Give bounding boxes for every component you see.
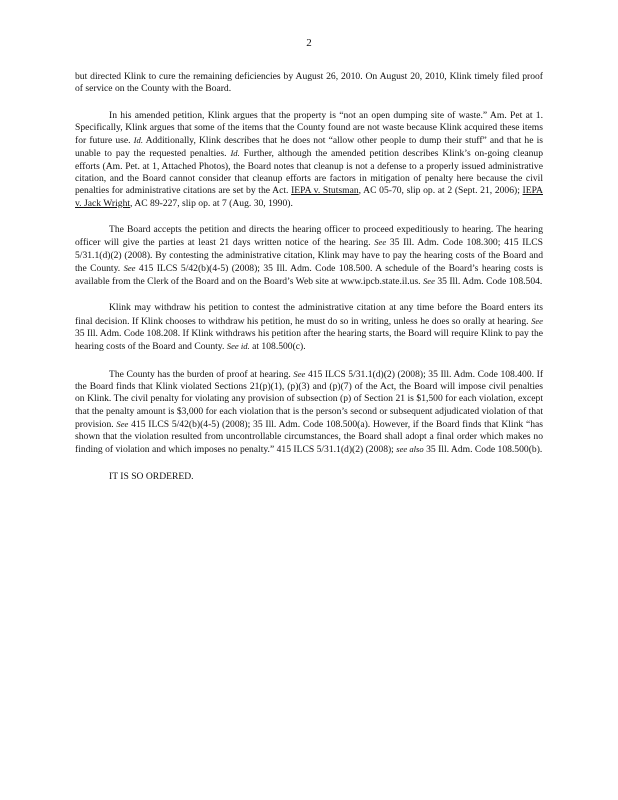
text-run: Klink may withdraw his petition to contest the administrative citation at any time before the Board enters its final decision. If Klink chooses to withdraw his petition, he must do so in writing, unless he does so orally at hearing. bbox=[75, 302, 543, 327]
text-run: Further, although the amended petition describes Klink’s on-going cleanup efforts (Am. Pet. at 1, Attached Photos), the Board notes that cleanup is not a defense to a properly issued administrative citation, and the Board cannot consider that cleanup efforts are factors in mitigation of penalty here because the civil penalties for administrative citations are set by the Act. bbox=[75, 148, 543, 197]
paragraph-1 bbox=[75, 71, 543, 96]
text-run: 35 Ill. Adm. Code 108.300; 415 ILCS 5/31.1(d)(2) (2008). By contesting the administrative citation, Klink may have to pay the hearing costs of the Board and the County. bbox=[75, 237, 543, 274]
citation-signal: See id. bbox=[226, 341, 250, 352]
citation-signal: See bbox=[116, 418, 129, 429]
paragraph-4 bbox=[75, 302, 543, 353]
paragraph-5 bbox=[75, 368, 543, 457]
text-run: The Board accepts the petition and directs the hearing officer to proceed expeditiously to hearing. The hearing officer will give the parties at least 21 days written notice of the hearing. bbox=[75, 223, 543, 249]
text-run: at 108.500(c). bbox=[249, 341, 306, 353]
paragraph-3 bbox=[75, 224, 543, 288]
citation-signal: Id. bbox=[133, 135, 143, 146]
text-run: , AC 89-227, slip op. at 7 (Aug. 30, 1990). bbox=[130, 197, 293, 209]
citation-signal: See bbox=[531, 315, 543, 326]
case-name: IEPA v. Stutsman bbox=[291, 185, 359, 197]
text-run: 415 ILCS 5/31.1(d)(2) (2008); 35 Ill. Adm. Code 108.400. If the Board finds that Klink violated Sections 21(p)(1), (p)(3) and (p)(7) of the Act, the Board will impose civil penalties on Klink. The civil penalty for violating any provision of subsection (p) of Section 21 is $1,500 for each violation, except that the penalty amount is $3,000 for each violation that is the person’s second or subsequent adjudicated violation of that provision. bbox=[75, 368, 544, 430]
citation-signal: See bbox=[422, 276, 435, 287]
citation-signal: See bbox=[123, 262, 136, 273]
case-name: IEPA v. Jack Wright bbox=[75, 185, 543, 209]
citation-signal: Id. bbox=[230, 148, 240, 159]
citation-signal: see also bbox=[396, 444, 424, 455]
page-number: 2 bbox=[306, 37, 312, 49]
text-run: 35 Ill. Adm. Code 108.208. If Klink withdraws his petition after the hearing starts, the Board will require Klink to pay the hearing costs of the Board and County. bbox=[75, 328, 543, 353]
text-run: , AC 05-70, slip op. at 2 (Sept. 21, 2006); bbox=[358, 185, 523, 197]
text-run: 415 ILCS 5/42(b)(4-5) (2008); 35 Ill. Adm. Code 108.500. A schedule of the Board’s hearing costs is available from the Clerk of the Board and on the Board’s Web site at www.ipcb.state.il.us. bbox=[75, 262, 543, 288]
text-run: The County has the burden of proof at hearing. bbox=[109, 368, 294, 380]
citation-signal: See bbox=[293, 368, 306, 379]
citation-signal: See bbox=[374, 237, 387, 248]
text-run: 35 Ill. Adm. Code 108.500(b). bbox=[423, 444, 543, 456]
text-run: but directed Klink to cure the remaining deficiencies by August 26, 2010. On August 20, 2010, Klink timely filed proof of service on the County with the Board. bbox=[75, 71, 543, 95]
text-run: 415 ILCS 5/42(b)(4-5) (2008); 35 Ill. Adm. Code 108.500(a). However, if the Board finds that Klink “has shown that the violation resulted from uncontrollable circumstances, the Board shall adopt a final order which makes no finding of violation and which imposes no penalty.” 415 ILCS 5/31.1(d)(2) (2008); bbox=[75, 418, 544, 456]
text-run: In his amended petition, Klink argues that the property is “not an open dumping site of waste.” Am. Pet at 1. Specifically, Klink argues that some of the items that the County found are not waste because Klink acquired these items for future use. bbox=[75, 109, 543, 147]
paragraph-2 bbox=[75, 110, 543, 210]
closing-order: IT IS SO ORDERED. bbox=[109, 470, 194, 482]
document-body bbox=[75, 71, 543, 497]
text-run: Additionally, Klink describes that he does not “allow other people to dump their stuff” and that he is unable to pay the requested penalties. bbox=[75, 135, 543, 160]
text-run: 35 Ill. Adm. Code 108.504. bbox=[434, 276, 543, 288]
